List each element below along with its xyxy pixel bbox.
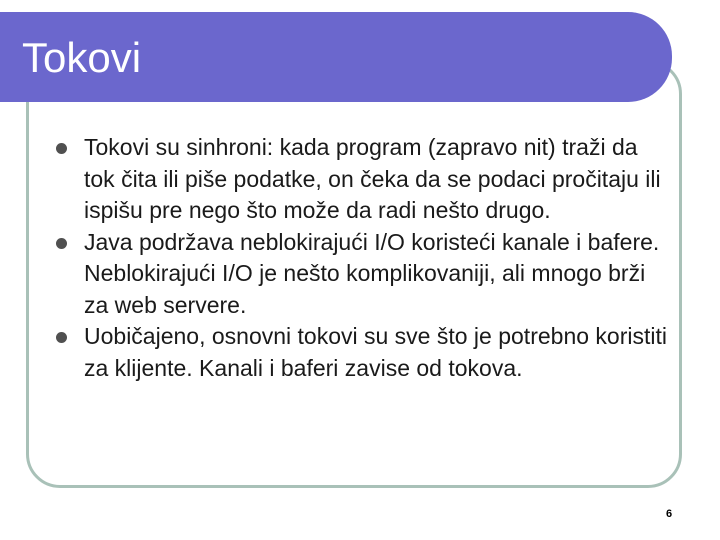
bullet-dot-icon (56, 238, 67, 249)
bullet-dot-icon (56, 332, 67, 343)
bullet-dot-icon (56, 143, 67, 154)
bullet-text: Uobičajeno, osnovni tokovi su sve što je potrebno koristiti za klijente. Kanali i baferi zavise od tokova. (84, 323, 667, 381)
bullet-item (56, 321, 668, 384)
slide-title: Tokovi (22, 34, 142, 81)
bullet-text: Tokovi su sinhroni: kada program (zapravo nit) traži da tok čita ili piše podatke, on čeka da se podaci pročitaju ili ispišu pre nego što može da radi nešto drugo. (84, 134, 661, 223)
page-number: 6 (666, 508, 673, 520)
bullet-item (56, 227, 668, 322)
bullet-text: Java podržava neblokirajući I/O koristeći kanale i bafere. Neblokirajući I/O je nešto komplikovaniji, ali mnogo brži za web servere. (84, 228, 660, 318)
bullet-list (56, 132, 668, 384)
title-banner (0, 12, 672, 102)
bullet-item (56, 132, 668, 227)
